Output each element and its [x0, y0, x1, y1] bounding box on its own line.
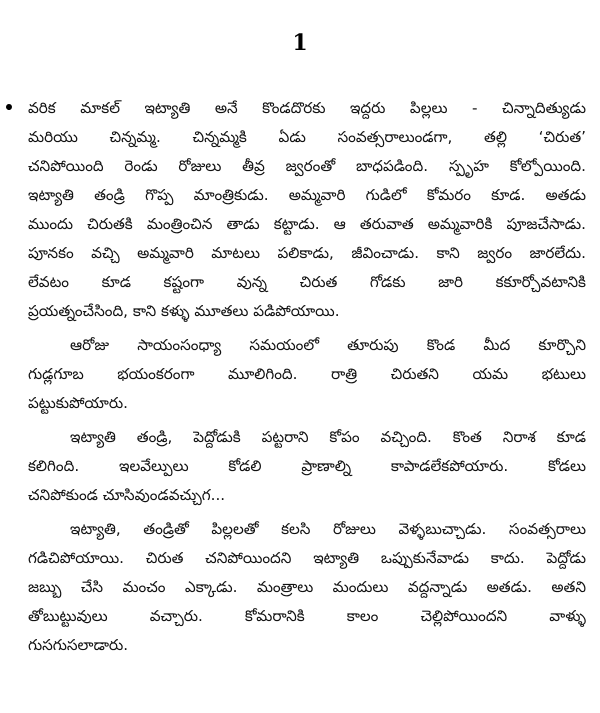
text-line: జబ్బు చేసి మంచం ఎక్కాడు. మంత్రాలు మందులు వద్దన్నాడు అతడు. అతని [28, 578, 586, 596]
margin-mark [5, 103, 13, 111]
paragraph-2 [28, 331, 586, 418]
body-text [28, 94, 586, 665]
text-line: చనిపోకుండ చూసివుండవచ్చుగ... [28, 486, 226, 504]
paragraph-1 [28, 94, 586, 326]
text-line: గుసగుసలాడారు. [28, 636, 129, 654]
text-line: తోబుట్టువులు వచ్చారు. కోమరానికి కాలం చెల్లిపోయిందని వాళ్ళు [28, 607, 586, 625]
text-line: పూనకం వచ్చి అమ్మవారి మాటలు పలికాడు, జీవించాడు. కాని జ్వరం జారలేదు. [28, 244, 586, 262]
text-line: ముందు చిరుతకి మంత్రించిన తాడు కట్టాడు. ఆ తరువాత అమ్మవారికి పూజచేసాడు. [28, 215, 586, 233]
text-line: కలిగింది. ఇలవేల్పులు కోడలి ప్రాణాల్ని కాపాడలేకపోయారు. కోడలు [28, 457, 586, 475]
text-line: వరిక మాకల్ ఇట్యాతి అనే కొండదొరకు ఇద్దరు పిల్లలు - చిన్నాదిత్యుడు [28, 99, 586, 117]
text-line: చనిపోయింది రెండు రోజులు తీవ్ర జ్వరంతో బాధపడింది. స్పృహ కోల్పోయింది. [28, 157, 586, 175]
paragraph-3 [28, 423, 586, 510]
text-line: మరియు చిన్నమ్మ. చిన్నమ్మకి ఏడు సంవత్సరాలుండగా, తల్లి ‘చిరుత’ [28, 128, 586, 146]
text-line: పట్టుకుపోయారు. [28, 394, 128, 412]
text-line: ఆరోజు సాయంసంధ్యా సమయంలో తూరుపు కొండ మీద కూర్చొని [70, 336, 586, 354]
text-line: లేవటం కూడ కష్టంగా వున్న చిరుత గోడకు జారి కకూర్చోవటానికి [28, 273, 586, 291]
text-line: ప్రయత్నంచేసింది, కాని కళ్ళు మూతలు పడిపోయాయి. [28, 302, 340, 320]
text-line: గుడ్లగూబ భయంకరంగా మూలిగింది. రాత్రి చిరుతని యమ భటులు [28, 365, 586, 383]
text-line: ఇట్యాతి, తండ్రితో పిల్లలతో కలసి రోజులు వెళ్ళబుచ్చాడు. సంవత్సరాలు [70, 520, 586, 538]
text-line: ఇట్యాతి తండ్రి గొప్ప మాంత్రికుడు. అమ్మవారి గుడిలో కోమరం కూడ. అతడు [28, 186, 586, 204]
paragraph-4 [28, 515, 586, 660]
chapter-number: 1 [292, 30, 308, 56]
text-line: ఇట్యాతి తండ్రి, పెద్దోడుకి పట్టరాని కోపం వచ్చింది. కొంత నిరాశ కూడ [70, 428, 586, 446]
text-line: గడిచిపోయాయి. చిరుత చనిపోయిందని ఇట్యాతి ఒప్పుకునేవాడు కాదు. పెద్దోడు [28, 549, 586, 567]
